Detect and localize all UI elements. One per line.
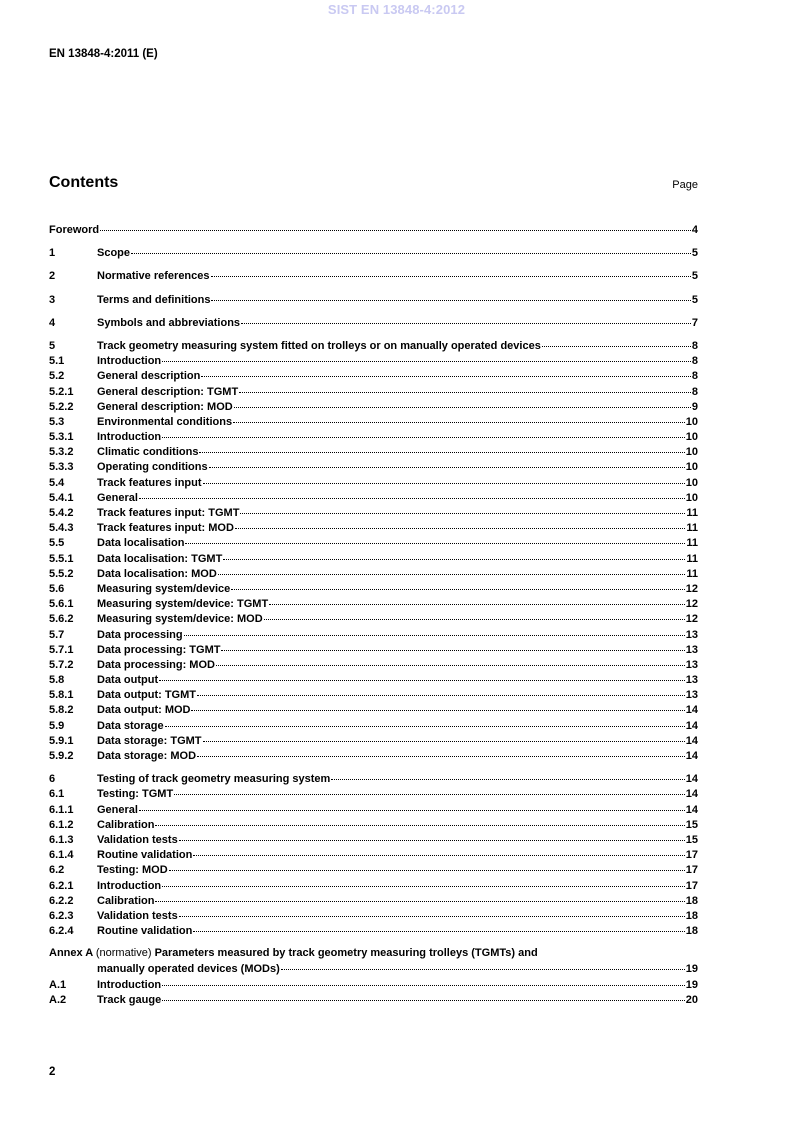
toc-page: 13 — [685, 658, 698, 671]
toc-page: 14 — [685, 704, 698, 717]
toc-number: 6 — [49, 773, 56, 786]
toc-entry[interactable] — [49, 718, 698, 733]
toc-number: 5.6.1 — [49, 598, 74, 611]
toc-page: 5 — [691, 270, 698, 283]
toc-title: Data output: MOD — [97, 704, 191, 717]
dot-leader — [218, 566, 686, 575]
toc-entry[interactable] — [49, 399, 698, 414]
toc-title: General description — [97, 370, 201, 383]
toc-page: 10 — [685, 491, 698, 504]
dot-leader — [162, 878, 685, 887]
toc-entry[interactable] — [49, 505, 698, 520]
toc-page: 14 — [685, 734, 698, 747]
toc-page: 11 — [686, 552, 698, 565]
dot-leader — [185, 535, 685, 544]
dot-leader — [234, 399, 691, 408]
toc-title: Calibration — [97, 894, 155, 907]
toc-entry[interactable] — [49, 702, 698, 717]
dot-leader — [162, 353, 691, 362]
toc-number: 6.1.3 — [49, 833, 74, 846]
toc-page: 10 — [685, 446, 698, 459]
dot-leader — [241, 315, 691, 324]
toc-title: Data storage: MOD — [97, 750, 197, 762]
toc-entry[interactable] — [49, 520, 698, 535]
toc-page: 10 — [685, 461, 698, 474]
toc-title: Introduction — [97, 355, 162, 368]
toc-title: Measuring system/device — [97, 582, 231, 595]
dot-leader — [231, 581, 684, 590]
toc-entry[interactable] — [49, 847, 698, 862]
toc-page: 13 — [685, 674, 698, 687]
dot-leader — [162, 992, 685, 1001]
toc-page: 19 — [685, 963, 698, 976]
dot-leader — [139, 490, 685, 499]
toc-entry[interactable] — [49, 596, 698, 611]
dot-leader — [240, 505, 685, 514]
dot-leader — [155, 893, 684, 902]
dot-leader — [281, 961, 685, 970]
toc-entry[interactable] — [49, 862, 698, 877]
toc-entry[interactable] — [49, 315, 698, 330]
toc-title: Track gauge — [97, 993, 162, 1006]
toc-page: 4 — [691, 224, 698, 236]
toc-page: 15 — [685, 818, 698, 831]
toc-number: 6.2.1 — [49, 879, 74, 892]
toc-number: 6.2.2 — [49, 894, 74, 907]
toc-number: 6.1.4 — [49, 849, 74, 862]
toc-title: General — [97, 491, 138, 504]
toc-entry[interactable] — [49, 535, 698, 550]
dot-leader — [269, 596, 685, 605]
page-column-label: Page — [672, 179, 698, 191]
toc-entry[interactable] — [49, 802, 698, 817]
dot-leader — [216, 657, 685, 666]
dot-leader — [197, 748, 685, 757]
annex-qualifier: (normative) — [95, 947, 152, 960]
toc-number: 5.8.2 — [49, 704, 74, 717]
toc-number: 5.5.1 — [49, 552, 74, 565]
toc-title: Testing: MOD — [97, 864, 168, 877]
toc-entry[interactable] — [49, 832, 698, 847]
dot-leader — [162, 977, 685, 986]
dot-leader — [179, 832, 685, 841]
toc-page: 13 — [685, 628, 698, 641]
toc-title: Normative references — [97, 270, 210, 283]
toc-title: Measuring system/device: MOD — [97, 613, 263, 626]
dot-leader — [165, 718, 685, 727]
dot-leader — [193, 923, 684, 932]
toc-title: Track features input: MOD — [97, 522, 234, 535]
toc-entry[interactable] — [49, 384, 698, 399]
toc-page: 11 — [686, 537, 698, 550]
toc-title: Data localisation — [97, 537, 185, 550]
toc-page: 17 — [685, 864, 698, 877]
toc-number: 6.1 — [49, 788, 65, 801]
dot-leader — [155, 817, 684, 826]
dot-leader — [239, 384, 691, 393]
toc-entry[interactable] — [49, 908, 698, 923]
toc-number: 5.7.1 — [49, 643, 74, 656]
toc-title: General description: TGMT — [97, 385, 239, 398]
dot-leader — [201, 368, 691, 377]
toc-number: 5.7 — [49, 628, 65, 641]
toc-title: Introduction — [97, 431, 162, 444]
toc-number: 5.7.2 — [49, 658, 74, 671]
dot-leader — [191, 702, 684, 711]
toc-title: Introduction — [97, 978, 162, 991]
dot-leader — [184, 627, 685, 636]
toc-page: 11 — [686, 507, 698, 519]
toc-entry[interactable] — [49, 581, 698, 596]
toc-page: 11 — [686, 567, 698, 580]
toc-page: 9 — [691, 400, 698, 413]
annex-title-line2: manually operated devices (MODs) — [97, 963, 280, 976]
dot-leader — [100, 222, 691, 231]
toc-entry[interactable] — [49, 893, 698, 908]
toc-entry[interactable] — [49, 992, 698, 1007]
toc-page: 8 — [691, 355, 698, 368]
toc-number: 5.4.1 — [49, 491, 74, 504]
toc-entry[interactable] — [49, 414, 698, 429]
toc-annex-heading[interactable] — [49, 946, 698, 961]
toc-title: Testing of track geometry measuring system — [97, 773, 331, 786]
toc-title: Data storage — [97, 719, 164, 732]
toc-entry[interactable] — [49, 459, 698, 474]
dot-leader — [264, 611, 685, 620]
toc-title: Track features input: TGMT — [97, 507, 240, 519]
toc-entry[interactable] — [49, 923, 698, 938]
toc-entry[interactable] — [49, 748, 698, 763]
toc-number: 6.2 — [49, 864, 65, 877]
toc-number: 5.6.2 — [49, 613, 74, 626]
dot-leader — [174, 786, 685, 795]
dot-leader — [203, 733, 685, 742]
toc-entry[interactable] — [49, 611, 698, 626]
toc-number: 5.9.1 — [49, 734, 74, 747]
toc-number: 2 — [49, 270, 56, 283]
toc-entry[interactable] — [49, 551, 698, 566]
dot-leader — [139, 802, 685, 811]
dot-leader — [203, 475, 685, 484]
toc-number: 5.9 — [49, 719, 65, 732]
toc-number: 5.6 — [49, 582, 65, 595]
toc-entry[interactable] — [49, 566, 698, 581]
toc-title: Scope — [97, 247, 131, 260]
toc-title: Climatic conditions — [97, 446, 199, 459]
toc-page: 10 — [685, 476, 698, 489]
toc-title: Testing: TGMT — [97, 788, 174, 801]
dot-leader — [193, 847, 684, 856]
toc-page: 18 — [685, 909, 698, 922]
toc-number: A.1 — [49, 978, 67, 991]
toc-title: Validation tests — [97, 909, 178, 922]
toc-entry[interactable] — [49, 292, 698, 307]
toc-number: 5.5.2 — [49, 567, 74, 580]
toc-page: 7 — [691, 316, 698, 329]
toc-entry[interactable] — [49, 627, 698, 642]
toc-title: Symbols and abbreviations — [97, 316, 241, 329]
toc-page: 15 — [685, 833, 698, 846]
toc-page: 5 — [691, 293, 698, 306]
toc-entry[interactable] — [49, 786, 698, 801]
toc-title: General — [97, 803, 138, 816]
toc-title: Measuring system/device: TGMT — [97, 598, 269, 611]
toc-page: 14 — [685, 803, 698, 816]
toc-entry[interactable] — [49, 490, 698, 505]
page-number: 2 — [49, 1066, 56, 1078]
document-id: EN 13848-4:2011 (E) — [49, 48, 158, 60]
toc-page: 19 — [685, 978, 698, 991]
toc-title: Data storage: TGMT — [97, 734, 202, 747]
toc-number: 5.4.2 — [49, 507, 74, 519]
table-of-contents — [49, 222, 698, 1007]
toc-number: A.2 — [49, 993, 67, 1006]
toc-title: Data processing: MOD — [97, 658, 215, 671]
toc-entry[interactable] — [49, 353, 698, 368]
toc-annex-title-continued[interactable] — [49, 961, 698, 976]
toc-number: 6.2.3 — [49, 909, 74, 922]
toc-page: 11 — [686, 522, 698, 535]
dot-leader — [162, 429, 685, 438]
toc-number: 5.3.3 — [49, 461, 74, 474]
toc-entry-foreword[interactable] — [49, 222, 698, 237]
dot-leader — [199, 444, 684, 453]
toc-title: Data output — [97, 674, 159, 687]
toc-number: 5.2 — [49, 370, 65, 383]
toc-number: 5.8.1 — [49, 689, 74, 702]
toc-title: Validation tests — [97, 833, 178, 846]
toc-title: Introduction — [97, 879, 162, 892]
toc-number: 5.2.2 — [49, 400, 74, 413]
annex-title-line1: Parameters measured by track geometry measuring trolleys (TGMTs) and — [154, 947, 538, 960]
toc-entry[interactable] — [49, 642, 698, 657]
toc-page: 14 — [685, 750, 698, 762]
toc-page: 18 — [685, 894, 698, 907]
dot-leader — [179, 908, 685, 917]
toc-number: 1 — [49, 247, 56, 260]
toc-number: 5 — [49, 339, 56, 352]
annex-label: Annex A — [49, 947, 93, 960]
toc-page: 13 — [685, 689, 698, 702]
toc-page: 18 — [685, 925, 698, 938]
toc-page: 12 — [685, 613, 698, 626]
toc-entry[interactable] — [49, 338, 698, 353]
toc-page: 14 — [685, 788, 698, 801]
dot-leader — [211, 268, 691, 277]
toc-number: 5.2.1 — [49, 385, 74, 398]
toc-entry[interactable] — [49, 687, 698, 702]
dot-leader — [211, 292, 690, 301]
toc-number: 5.1 — [49, 355, 65, 368]
toc-page: 17 — [685, 849, 698, 862]
toc-title: Operating conditions — [97, 461, 208, 474]
toc-page: 14 — [685, 773, 698, 786]
toc-number: 6.1.1 — [49, 803, 74, 816]
dot-leader — [235, 520, 685, 529]
toc-page: 8 — [691, 385, 698, 398]
toc-title: Routine validation — [97, 849, 193, 862]
toc-entry[interactable] — [49, 733, 698, 748]
toc-entry[interactable] — [49, 977, 698, 992]
toc-page: 13 — [685, 643, 698, 656]
toc-page: 10 — [685, 431, 698, 444]
toc-title: Data localisation: MOD — [97, 567, 217, 580]
toc-entry[interactable] — [49, 672, 698, 687]
dot-leader — [331, 771, 684, 780]
toc-entry[interactable] — [49, 771, 698, 786]
toc-entry[interactable] — [49, 368, 698, 383]
toc-number: 5.3.1 — [49, 431, 74, 444]
toc-page: 12 — [685, 582, 698, 595]
toc-page: 12 — [685, 598, 698, 611]
toc-title: Data processing — [97, 628, 183, 641]
dot-leader — [221, 642, 684, 651]
toc-page: 17 — [685, 879, 698, 892]
toc-title: Data processing: TGMT — [97, 643, 221, 656]
dot-leader — [169, 862, 685, 871]
toc-number: 5.3.2 — [49, 446, 74, 459]
toc-number: 5.9.2 — [49, 750, 74, 762]
toc-number: 4 — [49, 316, 56, 329]
toc-title: Track geometry measuring system fitted on trolleys or on manually operated devices — [97, 339, 541, 352]
toc-number: 5.8 — [49, 674, 65, 687]
dot-leader — [159, 672, 685, 681]
dot-leader — [209, 459, 685, 468]
toc-page: 20 — [685, 993, 698, 1006]
toc-entry[interactable] — [49, 268, 698, 283]
watermark: SIST EN 13848-4:2012 — [327, 2, 466, 17]
toc-title: Environmental conditions — [97, 415, 233, 428]
toc-title: Data output: TGMT — [97, 689, 196, 702]
toc-number: 5.5 — [49, 537, 65, 550]
toc-number: 5.4 — [49, 476, 65, 489]
dot-leader — [223, 551, 685, 560]
toc-page: 14 — [685, 719, 698, 732]
toc-page: 8 — [691, 339, 698, 352]
toc-entry[interactable] — [49, 475, 698, 490]
dot-leader — [197, 687, 685, 696]
toc-entry[interactable] — [49, 657, 698, 672]
toc-page: 10 — [685, 415, 698, 428]
toc-title: Track features input — [97, 476, 202, 489]
toc-number: 6.1.2 — [49, 818, 74, 831]
toc-title: Terms and definitions — [97, 293, 211, 306]
toc-title: Routine validation — [97, 925, 193, 938]
toc-title: Foreword — [49, 224, 100, 236]
toc-number: 5.4.3 — [49, 522, 74, 535]
toc-entry[interactable] — [49, 444, 698, 459]
toc-title: Calibration — [97, 818, 155, 831]
toc-entry[interactable] — [49, 817, 698, 832]
toc-number: 6.2.4 — [49, 925, 74, 938]
toc-title: General description: MOD — [97, 400, 233, 413]
dot-leader — [233, 414, 685, 423]
dot-leader — [542, 338, 691, 347]
toc-entry[interactable] — [49, 245, 698, 260]
toc-entry[interactable] — [49, 429, 698, 444]
contents-heading: Contents — [49, 174, 119, 191]
toc-number: 5.3 — [49, 415, 65, 428]
toc-page: 5 — [691, 247, 698, 260]
dot-leader — [131, 245, 691, 254]
toc-entry[interactable] — [49, 878, 698, 893]
toc-number: 3 — [49, 293, 56, 306]
toc-title: Data localisation: TGMT — [97, 552, 223, 565]
toc-page: 8 — [691, 370, 698, 383]
